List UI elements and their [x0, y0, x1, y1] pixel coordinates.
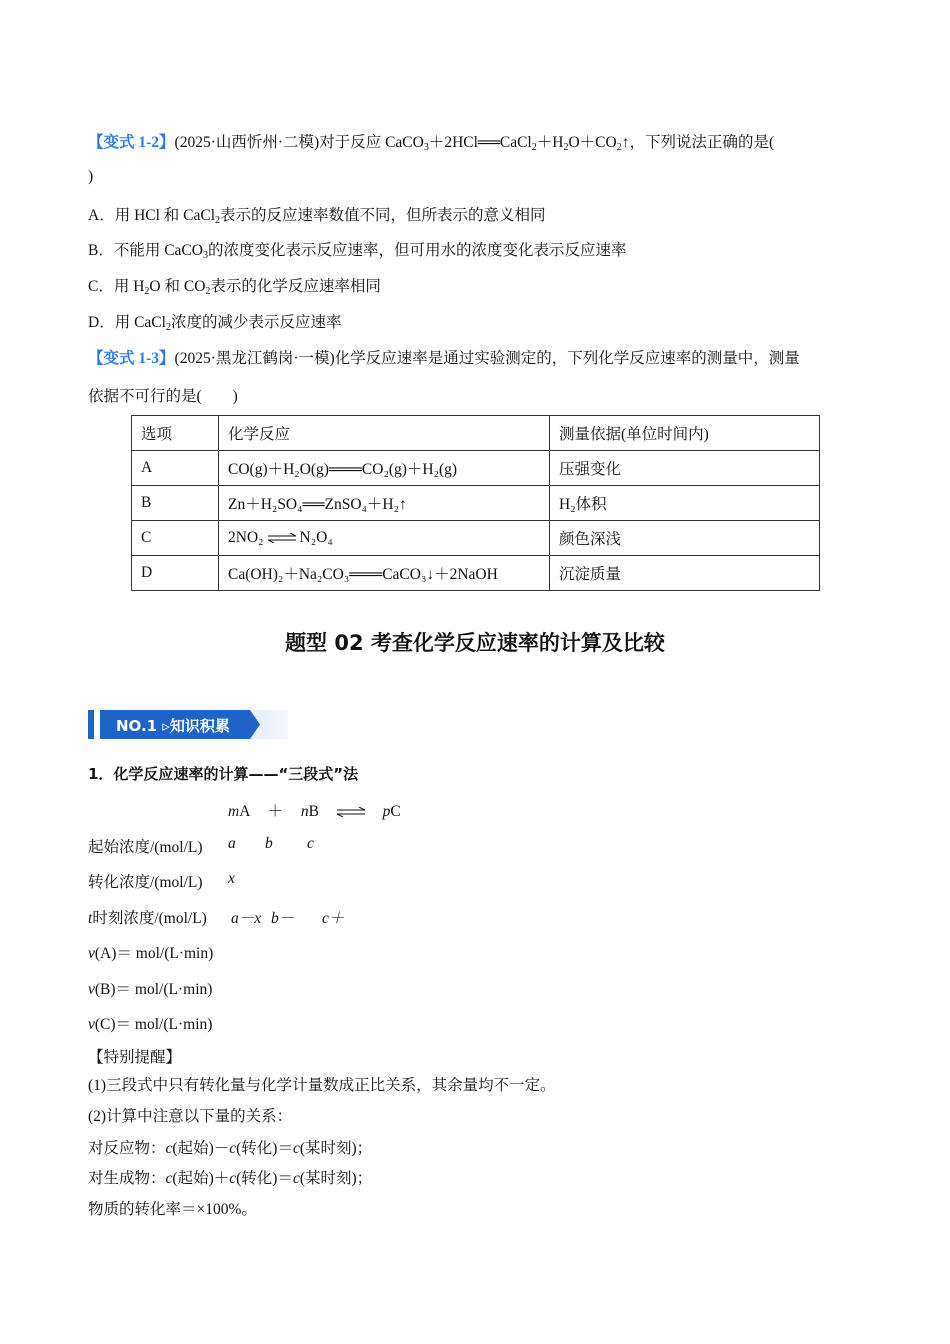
- table-row: [132, 451, 820, 486]
- table-cell: 选项: [132, 416, 219, 451]
- question-tag: 【变式 1-2】: [88, 134, 175, 151]
- option-c: C．用 $H_2O$ 和 $CO_2$表示的化学反应速率相同: [88, 278, 381, 297]
- question-1-2-close: ): [88, 168, 94, 185]
- table-cell: 颜色深浅: [550, 521, 820, 556]
- section-title: 题型 02 考查化学反应速率的计算及比较: [285, 631, 665, 655]
- reminder-line-5: 物质的转化率＝×100%。: [88, 1201, 257, 1218]
- table-cell: B: [132, 486, 219, 521]
- rate-a: v(A)＝ mol/(L·min): [88, 945, 214, 962]
- table-cell: Ca(OH)₂＋Na₂CO₃═══CaCO₃↓＋2NaOH: [219, 556, 550, 591]
- option-b: B．不能用 CaCO$_3$的浓度变化表示反应速率，但可用水的浓度变化表示反应速率: [88, 242, 627, 261]
- start-concentration-row: 起始浓度/(mol/L) a b c: [88, 835, 314, 856]
- reminder-title: 【特别提醒】: [88, 1049, 182, 1066]
- reaction-equation: mA ＋ nB pC: [228, 803, 401, 820]
- table-row: [132, 486, 820, 521]
- reaction-table: [131, 415, 820, 591]
- rate-c: v(C)＝ mol/(L·min): [88, 1016, 213, 1033]
- table-row: [132, 416, 820, 451]
- option-d: D．用 CaCl$_2$浓度的减少表示反应速率: [88, 314, 342, 333]
- question-tag: 【变式 1-3】: [88, 350, 175, 367]
- table-row: [132, 556, 820, 591]
- table-cell: A: [132, 451, 219, 486]
- change-concentration-row: 转化浓度/(mol/L) x: [88, 870, 235, 891]
- table-cell: C: [132, 521, 219, 556]
- reminder-line-2: (2)计算中注意以下量的关系：: [88, 1108, 293, 1125]
- table-cell: 压强变化: [550, 451, 820, 486]
- table-cell: 测量依据(单位时间内): [550, 416, 820, 451]
- equilibrium-arrow-icon: [268, 533, 296, 543]
- table-cell: 化学反应: [219, 416, 550, 451]
- reminder-line-3: 对反应物：c(起始)－c(转化)＝c(某时刻)；: [88, 1140, 373, 1157]
- question-1-3-stem-cont: 依据不可行的是( ): [88, 388, 238, 405]
- question-1-2-stem: 【变式 1-2】(2025·山西忻州·二模)对于反应 $CaCO_3+2HCl══CaCl_2+H_2O+CO_2↑$，下列说法正确的是(: [88, 134, 775, 153]
- table-cell: CO(g)＋H₂O(g)═══CO₂(g)＋H₂(g): [219, 451, 550, 486]
- equilibrium-arrow-icon: [337, 807, 365, 817]
- reminder-line-1: (1)三段式中只有转化量与化学计量数成正比关系，其余量均不一定。: [88, 1077, 556, 1094]
- table-cell: Zn＋H₂SO₄══ZnSO₄＋H₂↑: [219, 486, 550, 521]
- option-a: A．用 HCl 和 CaCl$_2$表示的反应速率数值不同，但所表示的意义相同: [88, 207, 546, 226]
- table-cell: 沉淀质量: [550, 556, 820, 591]
- question-1-3-stem: 【变式 1-3】(2025·黑龙江鹤岗·一模)化学反应速率是通过实验测定的，下列化学反应速率的测量中，测量: [88, 350, 800, 367]
- table-row: [132, 521, 820, 556]
- knowledge-banner: NO.1 ▹知识积累: [88, 710, 288, 739]
- rate-b: v(B)＝ mol/(L·min): [88, 981, 213, 998]
- point-heading: 1．化学反应速率的计算——“三段式”法: [88, 765, 359, 783]
- table-cell: H₂体积: [550, 486, 820, 521]
- table-cell: 2NO₂ N₂O₄: [219, 521, 550, 556]
- t-concentration-row: t时刻浓度/(mol/L) a－x b－ c＋: [88, 910, 345, 927]
- reminder-line-4: 对生成物：c(起始)＋c(转化)＝c(某时刻)；: [88, 1170, 373, 1187]
- table-cell: D: [132, 556, 219, 591]
